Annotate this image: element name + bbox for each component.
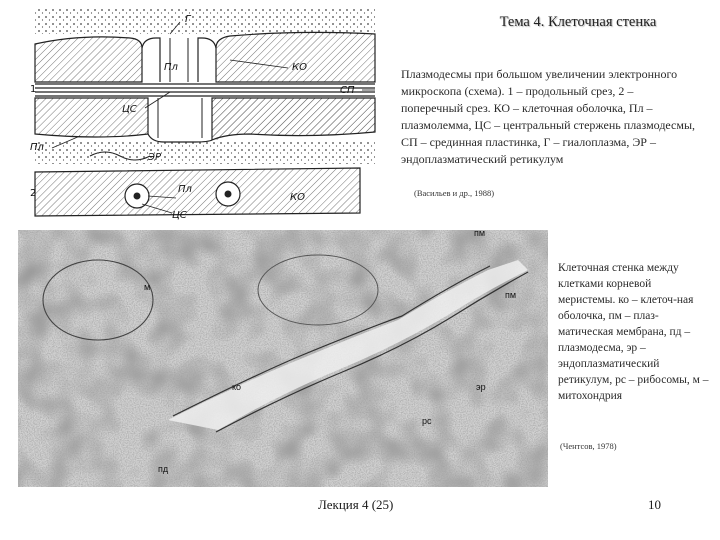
- label-pl-left: Пл: [30, 142, 44, 153]
- label-er: ЭР: [148, 152, 162, 163]
- label-1: 1: [30, 84, 37, 95]
- label-m: м: [144, 282, 151, 292]
- page-number: 10: [648, 497, 661, 512]
- plasmodesmata-schematic: [30, 8, 390, 220]
- cross-section-wall: [35, 168, 360, 216]
- label-ko-micro: ко: [232, 382, 242, 392]
- cell-wall-upper-left: [35, 37, 142, 82]
- micrograph-caption: Клеточная стенка между клетками корневой меристемы. ко – клеточ-ная оболочка, пм – плаз-матическая мембрана, пд – плазмодесма, эр – эндоплазматический ретикулум, рс – рибосомы, м – митохондрия: [558, 262, 709, 402]
- label-ko-2: КО: [290, 192, 305, 203]
- electron-micrograph: [18, 230, 548, 487]
- label-g: Г: [185, 14, 191, 25]
- label-pl-2: Пл: [178, 184, 192, 195]
- label-pl: Пл: [164, 62, 178, 73]
- slide-title: Тема 4. Клеточная стенка: [499, 14, 657, 30]
- label-cs: ЦС: [122, 104, 137, 115]
- footer-lecture: Лекция 4 (25): [318, 497, 394, 512]
- label-pm-top: пм: [474, 230, 486, 238]
- label-cs-2: ЦС: [172, 210, 187, 220]
- hyaloplasm-top: [35, 8, 375, 34]
- label-pm-right: пм: [505, 290, 517, 300]
- micrograph-credit: (Чентсов, 1978): [560, 441, 617, 451]
- label-rs: рс: [422, 416, 432, 426]
- label-ko: КО: [292, 62, 307, 73]
- schematic-caption: Плазмодесмы при большом увеличении электронного микроскопа (схема). 1 – продольный срез, 2 – поперечный срез. КО – клеточная оболочка, Пл – плазмолемма, ЦС – центральный стержень плазмодесмы, СП – срединная пластинка, Г – гиалоплазма, ЭР – эндоплазматический ретикулум: [401, 67, 696, 166]
- label-pd: пд: [158, 464, 169, 474]
- cell-wall-upper-right: [216, 32, 375, 82]
- schematic-credit: (Васильев и др., 1988): [414, 188, 495, 198]
- cell-wall-lower-right: [212, 98, 375, 140]
- label-er-micro: эр: [476, 382, 486, 392]
- label-2: 2: [30, 188, 37, 199]
- label-sp: СП: [340, 85, 355, 96]
